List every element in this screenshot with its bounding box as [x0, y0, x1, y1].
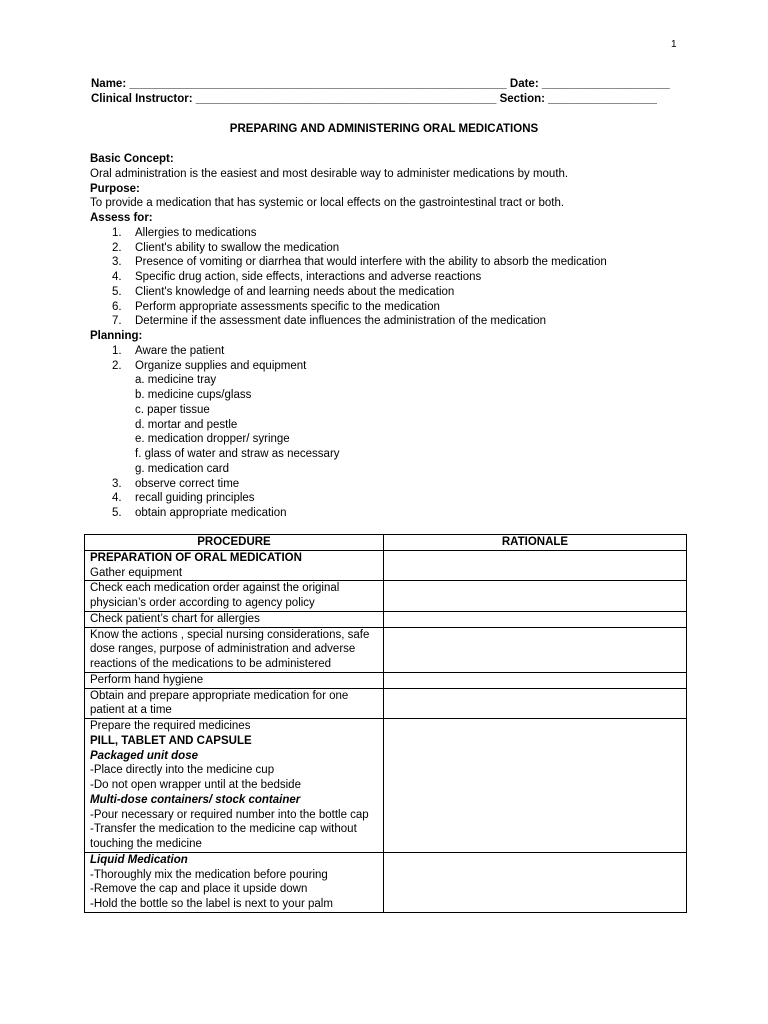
table-row	[85, 611, 687, 627]
planning-list-continued	[90, 477, 690, 521]
page-number: 1	[671, 39, 677, 50]
procedure-text: Gather equipment	[90, 566, 183, 579]
list-item: 1. Allergies to medications	[112, 226, 257, 239]
supply-item: g. medication card	[135, 462, 229, 475]
list-item: 6. Perform appropriate assessments specific to the medication	[112, 300, 440, 313]
supply-item: a. medicine tray	[135, 374, 217, 387]
document-body	[90, 152, 690, 521]
procedure-cell: Perform hand hygiene	[85, 672, 384, 688]
table-row	[85, 581, 687, 612]
procedure-cell: Obtain and prepare appropriate medication for one patient at a time	[85, 688, 384, 719]
purpose-text: To provide a medication that has systemic or local effects on the gastrointestinal tract or both.	[90, 197, 565, 210]
table-row	[85, 688, 687, 719]
table-row	[85, 852, 687, 912]
procedure-text: -Hold the bottle so the label is next to your palm	[90, 898, 333, 910]
list-item: 3. Presence of vomiting or diarrhea that would interfere with the ability to absorb the medication	[112, 256, 607, 269]
list-item: 5. obtain appropriate medication	[112, 507, 287, 519]
rationale-cell[interactable]	[384, 852, 687, 912]
procedure-cell	[85, 719, 384, 853]
procedure-text: -Place directly into the medicine cup	[90, 764, 275, 777]
procedure-cell	[85, 852, 384, 912]
rationale-cell[interactable]	[384, 611, 687, 627]
rationale-cell[interactable]	[384, 627, 687, 672]
table-header-row	[85, 535, 687, 551]
procedure-cell	[85, 550, 384, 581]
planning-label: Planning:	[90, 330, 143, 342]
list-item: 3. observe correct time	[112, 477, 240, 490]
procedure-table	[84, 534, 687, 913]
table-row	[85, 550, 687, 581]
purpose-label: Purpose:	[90, 182, 140, 195]
procedure-column-header: PROCEDURE	[85, 535, 384, 551]
list-item: 2. Organize supplies and equipment	[112, 359, 307, 372]
section-heading: PILL, TABLET AND CAPSULE	[90, 734, 252, 747]
assess-label: Assess for:	[90, 212, 153, 224]
rationale-cell[interactable]	[384, 672, 687, 688]
supply-item: c. paper tissue	[135, 403, 210, 416]
table-row	[85, 719, 687, 853]
supply-item: b. medicine cups/glass	[135, 389, 252, 401]
list-item: 2. Client's ability to swallow the medication	[112, 241, 340, 254]
procedure-cell: Check each medication order against the original physician’s order according to agency policy	[85, 581, 384, 612]
procedure-text: -Transfer the medication to the medicine cap without touching the medicine	[90, 823, 357, 850]
rationale-cell[interactable]	[384, 719, 687, 853]
basic-concept-label: Basic Concept:	[90, 153, 174, 165]
procedure-text: -Do not open wrapper until at the bedside	[90, 779, 301, 791]
rationale-column-header: RATIONALE	[384, 535, 687, 551]
planning-list	[90, 344, 690, 374]
rationale-cell[interactable]	[384, 550, 687, 581]
basic-concept-text: Oral administration is the easiest and most desirable way to administer medications by mouth.	[90, 167, 569, 180]
rationale-cell[interactable]	[384, 581, 687, 612]
table-row	[85, 672, 687, 688]
supplies-list	[90, 373, 690, 476]
assess-list	[90, 226, 690, 329]
subheading: Packaged unit dose	[90, 749, 199, 762]
subheading: Multi-dose containers/ stock container	[90, 793, 301, 806]
document-title: PREPARING AND ADMINISTERING ORAL MEDICATIONS	[229, 123, 539, 135]
list-item: 5. Client's knowledge of and learning needs about the medication	[112, 285, 455, 298]
table-row	[85, 627, 687, 672]
procedure-text: -Pour necessary or required number into the bottle cap	[90, 808, 369, 821]
name-date-line: Name: ___________________________________________________________ Date: ____________________	[91, 78, 670, 90]
procedure-text: Prepare the required medicines	[90, 720, 251, 732]
supply-item: f. glass of water and straw as necessary	[135, 448, 340, 460]
procedure-cell: Check patient’s chart for allergies	[85, 611, 384, 627]
procedure-text: -Remove the cap and place it upside down	[90, 883, 308, 896]
rationale-cell[interactable]	[384, 688, 687, 719]
section-heading: PREPARATION OF ORAL MEDICATION	[90, 551, 302, 564]
procedure-cell: Know the actions , special nursing considerations, safe dose ranges, purpose of administration and adverse reactions of the medications to be administered	[85, 627, 384, 672]
subheading: Liquid Medication	[90, 853, 188, 866]
list-item: 7. Determine if the assessment date influences the administration of the medication	[112, 315, 547, 328]
list-item: 1. Aware the patient	[112, 344, 225, 357]
instructor-section-line: Clinical Instructor: _______________________________________________ Section: _________________	[91, 93, 657, 105]
supply-item: e. medication dropper/ syringe	[135, 433, 290, 446]
list-item: 4. Specific drug action, side effects, interactions and adverse reactions	[112, 271, 482, 283]
list-item: 4. recall guiding principles	[112, 492, 255, 505]
procedure-text: -Thoroughly mix the medication before pouring	[90, 868, 328, 881]
supply-item: d. mortar and pestle	[135, 418, 238, 431]
